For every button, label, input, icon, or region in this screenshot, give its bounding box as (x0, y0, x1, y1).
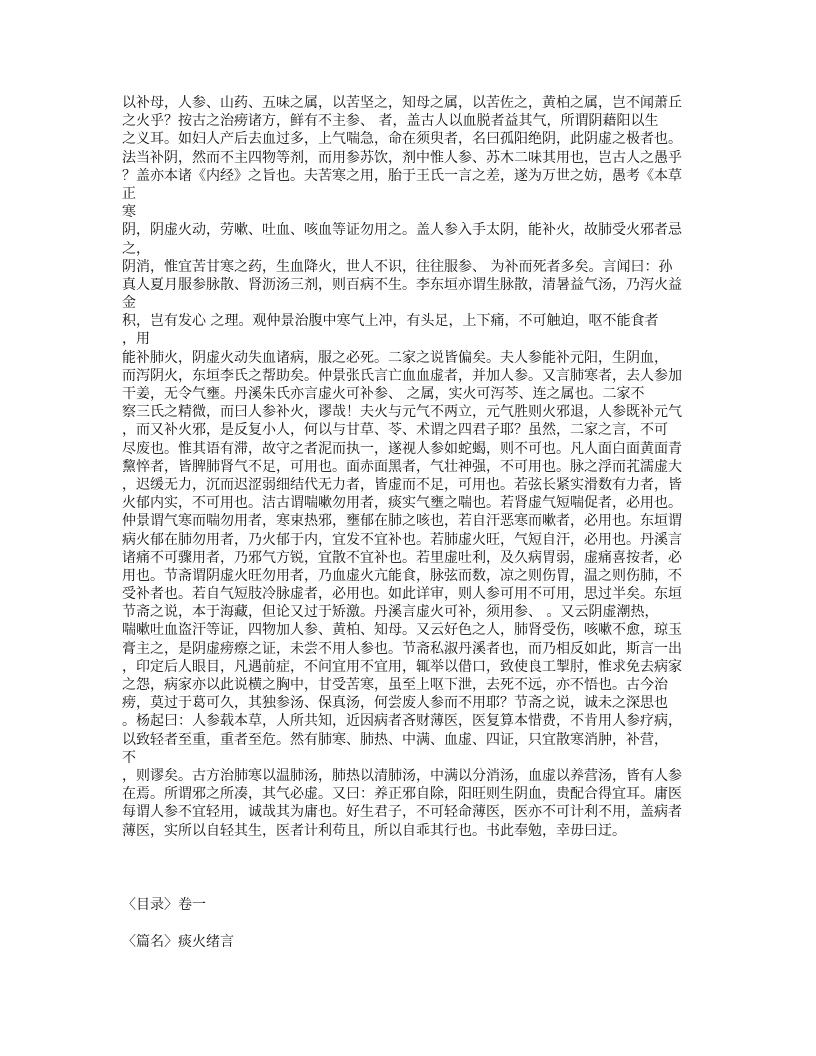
text-line: 阴消，惟宜苦甘寒之药，生血降火，世人不识，往往服参、 为补而死者多矣。言闻曰：孙 (122, 258, 673, 275)
text-line: 干姜，无令气壅。丹溪朱氏亦言虚火可补参、 之属，实火可泻芩、连之属也。二家不 (122, 386, 645, 402)
text-line: ，印定后人眼目，凡遇前症，不问宜用不宜用，辄举以借口，致使良工掣肘，惟求免去病家 (122, 658, 682, 675)
text-line: 在焉。所谓邪之所凑，其气必虚。又曰：养正邪自除，阳旺则生阴血，贵配合得宜耳。庸医 (122, 786, 682, 803)
text-line: 能补肺火，阴虚火动失血诸病，服之必死。二家之说皆偏矣。夫人参能补元阳，生阴血， (122, 349, 668, 366)
body-text (122, 94, 702, 840)
text-line: 寒 (122, 204, 136, 221)
text-line: 之， (122, 240, 150, 257)
text-line: ，而又补火邪，是反复小人，何以与甘草、苓、术谓之四君子耶？虽然，二家之言，不可 (122, 422, 668, 439)
text-line: 法当补阴，然而不主四物等剂，而用参苏饮，剂中惟人参、苏木二味其用也，岂古人之愚乎 (122, 149, 682, 166)
text-line: 薄医，实所以自轻其生，医者计利苟且，所以自乖其行也。书此奉勉，幸毋曰迂。 (122, 822, 626, 839)
text-line: ？盖亦本诸《内经》之旨也。夫苦寒之用，胎于王氏一言之差，遂为万世之妨，愚考《本草 (122, 167, 682, 184)
text-line: 以补母，人参、山药、五味之属，以苦坚之，知母之属，以苦佐之，黄柏之属，岂不闻萧丘 (122, 95, 682, 111)
text-line: 节斋之说，本于海藏，但论又过于矫激。丹溪言虚火可补，须用参、 。又云阴虚潮热， (122, 604, 659, 621)
text-line: ，迟缓无力，沉而迟涩弱细结代无力者，皆虚而不足，可用也。若弦长紧实滑数有力者，皆 (122, 476, 682, 493)
text-line: 察三氏之精微，而曰人参补火，谬哉！夫火与元气不两立，元气胜则火邪退，人参既补元气 (122, 404, 682, 421)
text-line: 诸痛不可骤用者，乃邪气方锐，宜散不宜补也。若里虚吐利，及久病胃弱，虚痛喜按者，必 (122, 549, 682, 566)
text-line: 痨，莫过于葛可久，其独参汤、保真汤，何尝废人参而不用耶？节斋之说，诚未之深思也 (122, 695, 668, 712)
text-line: 受补者也。若自气短肢冷脉虚者，必用也。如此详审，则人参可用不可用，思过半矣。东垣 (122, 586, 682, 603)
text-line: 黧悴者，皆脾肺肾气不足，可用也。面赤面黑者，气壮神强，不可用也。脉之浮而芤濡虚大 (122, 458, 682, 475)
text-line: 正 (122, 185, 136, 202)
text-line: ，用 (122, 331, 150, 348)
text-line: 而泻阴火，东垣李氏之帮助矣。仲景张氏言亡血血虚者，并加人参。又言肺寒者，去人参加 (122, 367, 682, 384)
chapter-title-label: 〈篇名〉痰火绪言 (122, 934, 234, 950)
text-line: 阴，阴虚火动，劳嗽、吐血、咳血等证勿用之。盖人参入手太阴，能补火，故肺受火邪者忌 (122, 222, 682, 239)
text-line: 金 (122, 295, 136, 312)
text-line: ，则谬矣。古方治肺寒以温肺汤，肺热以清肺汤，中满以分消汤，血虚以养营汤，皆有人参 (122, 767, 682, 784)
text-line: 之怨，病家亦以此说横之胸中，甘受苦寒，虽至上呕下泄，去死不远，亦不悟也。古今治 (122, 677, 668, 693)
text-line: 不 (122, 749, 136, 766)
text-line: 之义耳。如妇人产后去血过多，上气喘急，命在须臾者，名曰孤阳绝阴，此阴虚之极者也。 (122, 131, 682, 148)
text-line: 每谓人参不宜轻用，诚哉其为庸也。好生君子，不可轻命薄医，医亦不可计利不用，盖病者 (122, 804, 682, 821)
text-line: 。杨起曰：人参载本草，人所共知，近因病者吝财薄医，医复算本惜费，不肯用人参疗病， (122, 713, 682, 730)
text-line: 喘嗽吐血盗汗等证，四物加人参、黄柏、知母。又云好色之人，肺肾受伤，咳嗽不愈，琼玉 (122, 622, 682, 639)
text-line: 火郁内实，不可用也。洁古谓喘嗽勿用者，痰实气壅之喘也。若肾虚气短喘促者，必用也。 (122, 495, 682, 512)
text-line: 尽废也。惟其语有滞，故守之者泥而执一，遂视人参如蛇蝎，则不可也。凡人面白面黄面青 (122, 440, 682, 457)
table-of-contents-label: 〈目录〉卷一 (122, 897, 206, 913)
text-line: 病火郁在肺勿用者，乃火郁于内，宜发不宜补也。若肺虚火旺，气短自汗，必用也。丹溪言 (122, 531, 682, 548)
text-line: 膏主之，是阴虚痨瘵之证，未尝不用人参也。节斋私淑丹溪者也，而乃相反如此，斯言一出 (122, 640, 682, 657)
text-line: 真人夏月服参脉散、肾沥汤三剂，则百病不生。李东垣亦谓生脉散，清暑益气汤，乃泻火益 (122, 276, 682, 293)
text-line: 以致轻者至重，重者至危。然有肺寒、肺热、中满、血虚、四证，只宜散寒消肿，补营， (122, 731, 668, 748)
text-line: 之火乎？按古之治痨诸方，鲜有不主参、 者，盖古人以血脱者益其气，所谓阴藉阳以生 (122, 113, 659, 130)
text-line: 积，岂有发心 之理。观仲景治腹中寒气上冲，有头足，上下痛，不可触迫，呕不能食者 (122, 313, 659, 330)
text-line: 仲景谓气寒而喘勿用者，寒束热邪，壅郁在肺之咳也，若自汗恶寒而嗽者，必用也。东垣谓 (122, 513, 682, 530)
text-line: 用也。节斋谓阴虚火旺勿用者，乃血虚火亢能食，脉弦而数，凉之则伤胃，温之则伤肺，不 (122, 567, 682, 584)
